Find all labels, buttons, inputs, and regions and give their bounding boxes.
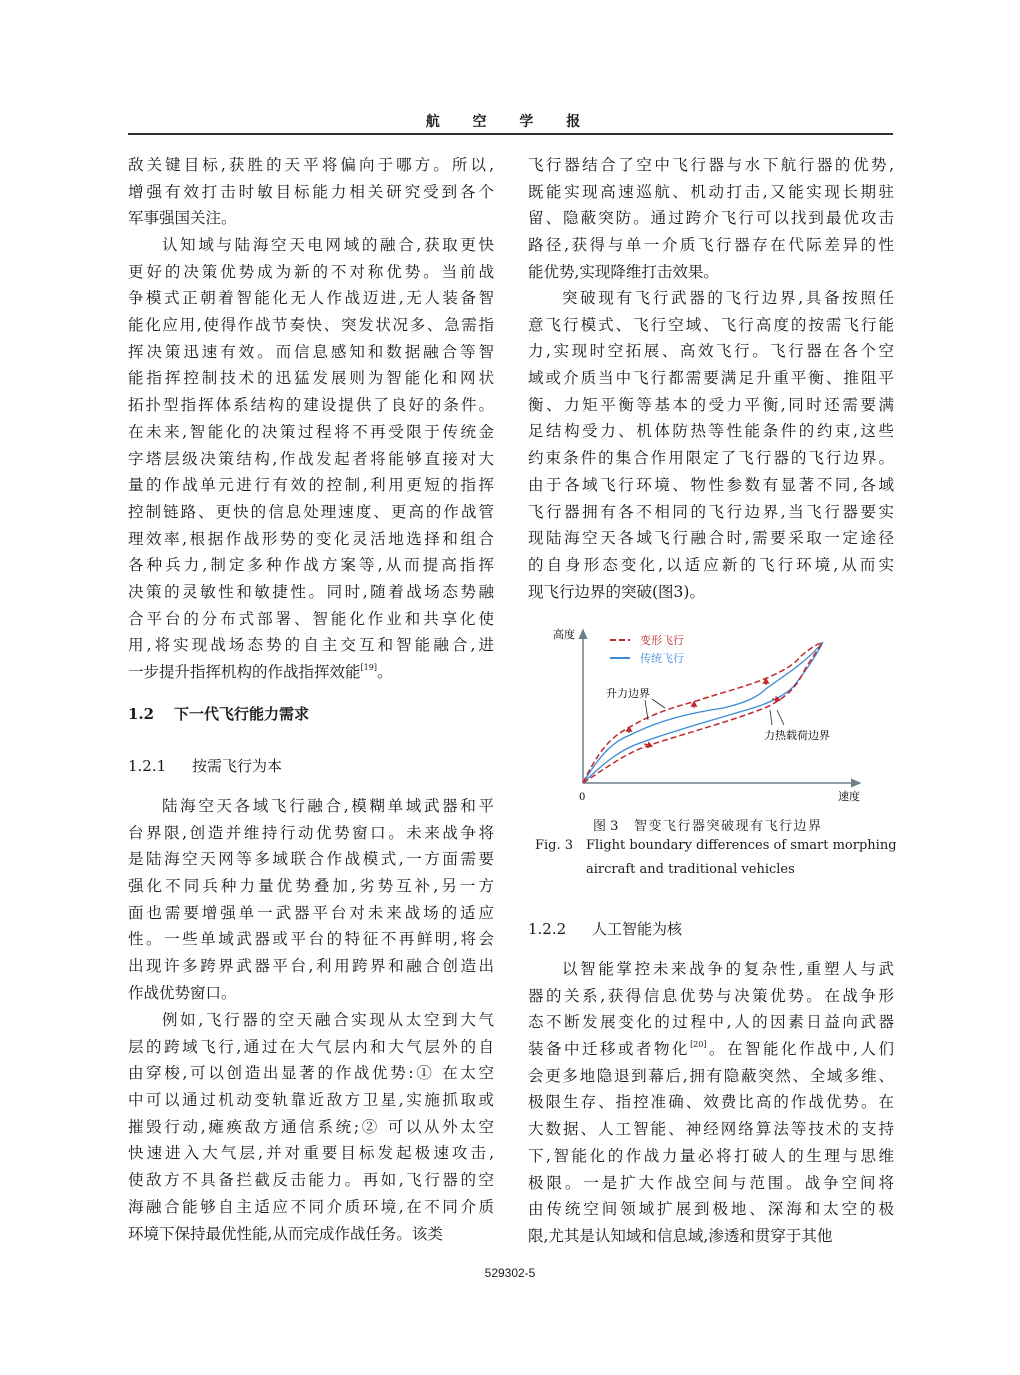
text-line: 军事强国关注。: [128, 209, 237, 228]
text-line: 会更多地隐退到幕后,拥有隐蔽突然、全域多维、: [528, 1066, 894, 1085]
figure-number: 图 3: [593, 819, 619, 834]
text-line: [528, 1036, 894, 1063]
text-line: 由于各域飞行环境、物性参数有显著不同,各域: [528, 475, 894, 494]
text-line: 现飞行边界的突破(图3)。: [528, 582, 705, 601]
text-line: 下,智能化的作战力量必将打破人的生理与思维: [528, 1146, 894, 1165]
section-heading: [128, 701, 494, 727]
line-text: 一步提升指挥机构的作战指挥效能: [128, 663, 361, 681]
text-line: 飞行器结合了空中飞行器与水下航行器的优势,: [528, 156, 894, 174]
paragraph: [128, 232, 494, 686]
subsection-title: 人工智能为核: [592, 920, 683, 938]
paragraph: [528, 152, 894, 285]
text-line: 路径,获得与单一介质飞行器存在代际差异的性: [528, 236, 894, 255]
text-line: 以智能掌控未来战争的复杂性,重塑人与武: [562, 960, 894, 978]
subsection-heading: [528, 916, 894, 942]
citation-superscript: [20]: [690, 1040, 707, 1050]
text-line: 争模式正朝着智能化无人作战迈进,无人装备智: [128, 289, 494, 308]
text-line: 合平台的分布式部署、智能化作业和共享化使: [128, 609, 494, 628]
text-line: 意飞行模式、飞行空域、飞行高度的按需飞行能: [528, 315, 894, 334]
morphing-upper-curve: [583, 642, 823, 783]
text-line: 摧毁行动,瘫痪敌方通信系统;② 可以从外太空: [128, 1117, 494, 1136]
text-line: 敌关键目标,获胜的天平将偏向于哪方。所以,: [128, 156, 494, 174]
text-line: 字塔层级决策结构,作战发起者将能够直接对大: [128, 449, 494, 468]
text-line: 量的作战单元进行有效的控制,利用更短的指挥: [128, 476, 494, 495]
text-line: 留、隐蔽突防。通过跨介飞行可以找到最优攻击: [528, 209, 894, 228]
subsection-heading: [128, 753, 494, 779]
thermal-load-boundary-label: 力热载荷边界: [764, 729, 830, 742]
journal-header: 航 空 学 报: [425, 114, 595, 130]
line-text: 。: [376, 663, 393, 681]
text-line: 能化应用,使得作战节奏快、突发状况多、急需指: [128, 316, 494, 335]
paragraph: [528, 285, 894, 605]
text-line: [128, 659, 494, 686]
text-line: 大数据、人工智能、神经网络算法等技术的支持: [528, 1120, 894, 1139]
text-line: 出现许多跨界武器平台,利用跨界和融合创造出: [128, 957, 494, 976]
text-line: 面也需要增强单一武器平台对未来战场的适应: [128, 903, 494, 922]
line-text: 装备中迁移或者物化: [528, 1040, 691, 1059]
text-line: 由传统空间领域扩展到极地、深海和太空的极: [528, 1200, 894, 1219]
x-axis-label: 速度: [838, 790, 860, 803]
figure-3-flight-boundary: [540, 620, 890, 810]
text-line: 限,尤其是认知域和信息域,渗透和贯穿于其他: [528, 1226, 833, 1245]
subsection-number: 1.2.2: [528, 920, 567, 938]
text-line: 拓扑型指挥体系结构的建设提供了良好的条件。: [128, 396, 494, 415]
line-text: 。在智能化作战中,人们: [706, 1040, 894, 1059]
text-line: 能优势,实现降维打击效果。: [528, 262, 719, 281]
page-number: 529302-5: [484, 1266, 536, 1280]
subsection-title: 按需飞行为本: [192, 757, 283, 775]
figure-number-en: Fig. 3: [535, 838, 574, 853]
text-line: 快速进入大气层,并对重要目标发起极速攻击,: [128, 1144, 494, 1163]
text-line: 使敌方不具备拦截反击能力。再如,飞行器的空: [128, 1171, 494, 1190]
text-line: 环境下保持最优性能,从而完成作战任务。该类: [128, 1224, 443, 1243]
paragraph: [528, 956, 894, 1250]
text-line: 用,将实现战场态势的自主交互和智能融合,进: [128, 636, 494, 655]
citation-superscript: [19]: [360, 663, 377, 672]
subsection-number: 1.2.1: [128, 757, 167, 775]
header-rule: [128, 133, 893, 135]
text-line: 突破现有飞行武器的飞行边界,具备按照任: [562, 289, 894, 307]
text-line: 态不断发展变化的过程中,人的因素日益向武器: [528, 1013, 894, 1032]
traditional-upper-curve: [583, 642, 823, 783]
text-line: 增强有效打击时敏目标能力相关研究受到各个: [128, 182, 494, 201]
text-line: 器的关系,获得信息优势与决策优势。在战争形: [528, 986, 894, 1005]
text-line: 是陆海空天网等多域联合作战模式,一方面需要: [128, 850, 494, 869]
y-axis-label: 高度: [553, 628, 575, 641]
text-line: 在未来,智能化的决策过程将不再受限于传统金: [128, 422, 494, 441]
text-line: 例如,飞行器的空天融合实现从太空到大气: [162, 1011, 494, 1029]
text-line: 极限。一是扩大作战空间与范围。战争空间将: [528, 1173, 894, 1192]
text-line: 决策的灵敏性和敏捷性。同时,随着战场态势融: [128, 582, 494, 601]
text-line: 理效率,根据作战形势的变化灵活地选择和组合: [128, 529, 494, 548]
text-line: 现陆海空天各域飞行融合时,需要采取一定途径: [528, 529, 894, 548]
section-title: 下一代飞行能力需求: [174, 705, 310, 723]
text-line: 海融合能够自主适应不同介质环境,在不同介质: [128, 1197, 494, 1216]
text-line: 更好的决策优势成为新的不对称优势。当前战: [128, 262, 494, 281]
text-line: 衡、力矩平衡等基本的受力平衡,同时还需要满: [528, 395, 894, 414]
origin-label: 0: [579, 792, 586, 803]
figure-caption-en: [535, 838, 897, 853]
text-line: 域或介质当中飞行都需要满足升重平衡、推阻平: [528, 369, 894, 388]
paragraph: [128, 152, 494, 232]
section-number: 1.2: [128, 705, 155, 723]
text-line: 约束条件的集合作用限定了飞行器的飞行边界。: [528, 449, 894, 468]
text-line: 由穿梭,可以创造出显著的作战优势:① 在太空: [128, 1064, 494, 1083]
text-line: 足结构受力、机体防热等性能条件的约束,这些: [528, 422, 894, 441]
text-line: 层的跨域飞行,通过在大气层内和大气层外的自: [128, 1037, 494, 1056]
text-line: 台界限,创造并维持行动优势窗口。未来战争将: [128, 823, 494, 842]
text-line: 既能实现高速巡航、机动打击,又能实现长期驻: [528, 182, 894, 201]
caption-text: 智变飞行器突破现有飞行边界: [634, 819, 823, 834]
text-line: 性。一些单域武器或平台的特征不再鲜明,将会: [128, 930, 494, 949]
paragraph: [128, 793, 494, 1007]
text-line: 的自身形态变化,以适应新的飞行环境,从而实: [528, 555, 894, 574]
legend-morphing-label: 变形飞行: [640, 634, 684, 647]
morphing-lower-curve: [583, 642, 823, 783]
lift-boundary-label: 升力边界: [606, 687, 650, 700]
text-line: 中可以通过机动变轨靠近敌方卫星,实施抓取或: [128, 1091, 494, 1110]
text-line: 强化不同兵种力量优势叠加,劣势互补,另一方: [128, 877, 494, 896]
figure-caption-cn: [593, 815, 823, 834]
traditional-lower-curve: [583, 642, 823, 783]
paragraph: [128, 1007, 494, 1247]
text-line: 陆海空天各域飞行融合,模糊单域武器和平: [162, 797, 494, 815]
text-line: 力,实现时空拓展、高效飞行。飞行器在各个空: [528, 342, 894, 361]
text-line: 飞行器拥有各不相同的飞行边界,当飞行器要实: [528, 502, 894, 521]
text-line: 作战优势窗口。: [128, 983, 237, 1002]
text-line: 各种兵力,制定多种作战方案等,从而提高指挥: [128, 556, 494, 575]
figure-caption-en-line2: aircraft and traditional vehicles: [586, 862, 795, 877]
text-line: 控制链路、更快的信息处理速度、更高的作战管: [128, 502, 494, 521]
text-line: 极限生存、指控准确、效费比高的作战优势。在: [528, 1093, 894, 1112]
text-line: 认知域与陆海空天电网域的融合,获取更快: [162, 236, 494, 254]
caption-text-en: Flight boundary differences of smart morphing: [586, 838, 897, 853]
text-line: 能指挥控制技术的迅猛发展则为智能化和网状: [128, 369, 494, 388]
text-line: 挥决策迅速有效。而信息感知和数据融合等智: [128, 342, 494, 361]
legend-traditional-label: 传统飞行: [640, 652, 684, 665]
